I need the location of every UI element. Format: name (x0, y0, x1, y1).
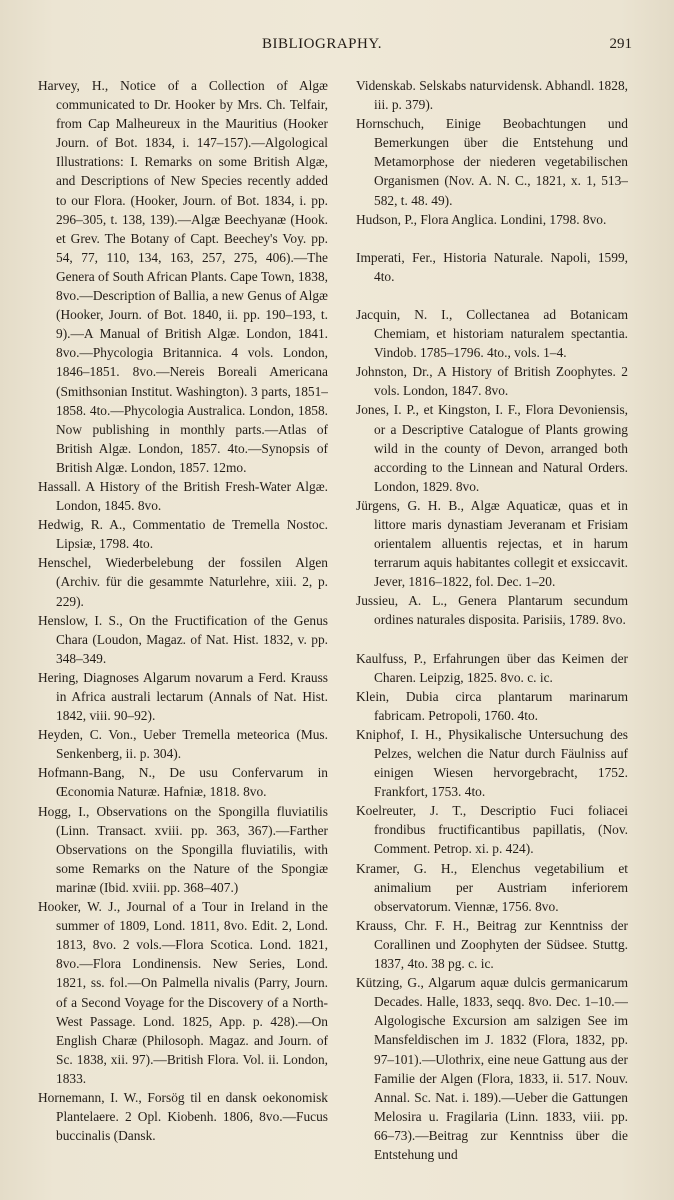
bibliography-entry (356, 114, 628, 209)
page-header (0, 36, 674, 58)
running-head: BIBLIOGRAPHY. (262, 36, 382, 52)
bibliography-entry (356, 76, 628, 114)
entry-text: Hornschuch, Einige Beobachtungen und Bemerkungen über die Entstehung und Metamorphose der niederen vegetabilischen Organismen (Nov. A. N. C., 1821, x. 1, 513–582, t. 48. 49). (356, 116, 628, 208)
bibliography-entry (356, 687, 628, 725)
bibliography-entry (356, 859, 628, 916)
bibliography-entry (38, 611, 328, 668)
bibliography-entry (356, 305, 628, 362)
bibliography-entry (356, 210, 628, 229)
entry-text: Hogg, I., Observations on the Spongilla fluviatilis (Linn. Transact. xviii. pp. 363, 367).—Farther Observations on the Spongilla fluviatilis, with some Remarks on the Nature of the Spongiæ marinæ (Ibid. xviii. pp. 368–407.) (38, 803, 328, 895)
bibliography-entry (356, 591, 628, 629)
bibliography-entry (356, 496, 628, 591)
page-number: 291 (609, 36, 632, 52)
bibliography-entry (38, 802, 328, 897)
bibliography-entry (356, 649, 628, 687)
bibliography-entry (356, 400, 628, 495)
entry-text: Klein, Dubia circa plantarum marinarum fabricam. Petropoli, 1760. 4to. (356, 688, 628, 723)
entry-text: Hering, Diagnoses Algarum novarum a Ferd. Krauss in Africa australi lectarum (Annals of Nat. Hist. 1842, viii. 90–92). (38, 669, 328, 724)
bibliography-entry (356, 248, 628, 286)
entry-text: Heyden, C. Von., Ueber Tremella meteorica (Mus. Senkenberg, ii. p. 304). (38, 727, 328, 762)
entry-text: Johnston, Dr., A History of British Zoophytes. 2 vols. London, 1847. 8vo. (356, 364, 628, 399)
entry-text: Kniphof, I. H., Physikalische Untersuchung des Pelzes, welchen die Natur durch Fäulniss auf einigen Wiesen hervorgebracht, 1752. Frankfort, 1753. 4to. (356, 726, 628, 800)
entry-text: Hornemann, I. W., Forsög til en dansk oekonomisk Plantelaere. 2 Opl. Kiobenh. 1806, 8vo.—Fucus buccinalis (Dansk. (38, 1089, 328, 1144)
bibliography-entry (38, 553, 328, 610)
entry-text: Videnskab. Selskabs naturvidensk. Abhandl. 1828, iii. p. 379). (356, 78, 628, 113)
bibliography-entry (38, 515, 328, 553)
entry-text: Hofmann-Bang, N., De usu Confervarum in Œconomia Naturæ. Hafniæ, 1818. 8vo. (38, 765, 328, 800)
bibliography-entry (38, 76, 328, 477)
right-column (356, 76, 628, 1166)
entry-text: Harvey, H., Notice of a Collection of Algæ communicated to Dr. Hooker by Mrs. Ch. Telfair, from Cap Malheureux in the Mauritius (Hooker Journ. of Bot. 1834, i. 147–157).—Algological Illustrations: I. Remarks on some British Algæ, and Descriptions of New Species recently added to our Flora. (Hooker, Journ. of Bot. 1834, i. pp. 296–305, t. 138, 139).—Algæ Beechyanæ (Hook. et Grev. The Botany of Capt. Beechey's Voy. pp. 54, 77, 110, 134, 163, 257, 275, 406).—The Genera of South African Plants. Cape Town, 1838, 8vo.—Description of Ballia, a new Genus of Algæ (Hooker, Journ. of Bot. 1840, ii. pp. 190–193, t. 9).—A Manual of British Algæ. London, 1841. 8vo.—Phycologia Britannica. 4 vols. London, 1846–1851. 8vo.—Nereis Boreali Americana (Smithsonian Institut. Washington). 3 parts, 1851–1858. 4to.—Phycologia Australica. London, 1858. Now publishing in monthly parts.—Atlas of British Algæ. London, 1857. 4to.—Synopsis of British Algæ. London, 1857. 12mo. (38, 78, 328, 475)
bibliography-entry (356, 973, 628, 1164)
left-column (38, 76, 328, 1166)
entry-text: Henschel, Wiederbelebung der fossilen Algen (Archiv. für die gesammte Naturlehre, xiii. 2, p. 229). (38, 555, 328, 609)
entry-text: Hudson, P., Flora Anglica. Londini, 1798. 8vo. (356, 211, 607, 227)
entry-text: Kützing, G., Algarum aquæ dulcis germanicarum Decades. Halle, 1833, seqq. 8vo. Dec. 1–10.—Algologische Excursion am salzigen See im Mansfeldischen im J. 1832 (Flora, 1832, pp. 97–101).—Ulothrix, eine neue Gattung aus der Familie der Algen (Flora, 1833, ii. 517. Nouv. Annal. Sc. Nat. i. 189).—Ueber die Gattungen Melosira u. Fragilaria (Linn. 1833, viii. pp. 66–73).—Beitrag zur Kenntniss über die Entstehung und (356, 975, 628, 1162)
bibliography-entry (356, 725, 628, 801)
entry-text: Koelreuter, J. T., Descriptio Fuci foliacei frondibus fructificantibus papillatis, (Nov. Comment. Petrop. xi. p. 424). (356, 803, 628, 857)
entry-text: Jussieu, A. L., Genera Plantarum secundum ordines naturales disposita. Parisiis, 1789. 8vo. (356, 593, 628, 628)
entry-text: Hooker, W. J., Journal of a Tour in Ireland in the summer of 1809, Lond. 1811, 8vo. Edit. 2, Lond. 1813, 8vo. 2 vols.—Flora Scotica. Lond. 1821, 8vo.—Flora Londinensis. New Series, Lond. 1821, ss. fol.—On Palmella nivalis (Parry, Journ. of a Second Voyage for the Discovery of a North-West Passage. Lond. 1825, App. p. 428).—On English Charæ (Philosoph. Magaz. and Journ. of Sc. 1838, xii. 97).—British Flora. Vol. ii. London, 1833. (38, 899, 328, 1086)
bibliography-entry (38, 725, 328, 763)
entry-text: Kaulfuss, P., Erfahrungen über das Keimen der Charen. Leipzig, 1825. 8vo. c. ic. (356, 650, 628, 685)
entry-text: Kramer, G. H., Elenchus vegetabilium et animalium per Austriam inferiorem observatorum. Viennæ, 1756. 8vo. (356, 860, 628, 914)
bibliography-entry (38, 477, 328, 515)
bibliography-entry (38, 897, 328, 1088)
entry-text: Hedwig, R. A., Commentatio de Tremella Nostoc. Lipsiæ, 1798. 4to. (38, 517, 328, 552)
bibliography-entry (38, 1088, 328, 1145)
entry-text: Hassall. A History of the British Fresh-Water Algæ. London, 1845. 8vo. (38, 478, 328, 514)
bibliography-entry (38, 668, 328, 725)
entry-text: Henslow, I. S., On the Fructification of the Genus Chara (Loudon, Magaz. of Nat. Hist. 1832, v. pp. 348–349. (38, 612, 328, 666)
entry-text: Jürgens, G. H. B., Algæ Aquaticæ, quas et in littore maris dynastiam Jeveranam et Frisiam orientalem alluentis rejectas, et in harum terrarum aquis habitantes collegit et exsiccavit. Jever, 1816–1822, fol. Dec. 1–20. (356, 497, 628, 590)
entry-text: Jacquin, N. I., Collectanea ad Botanicam Chemiam, et historiam naturalem spectantia. Vindob. 1785–1796. 4to., vols. 1–4. (356, 306, 628, 361)
entry-text: Krauss, Chr. F. H., Beitrag zur Kenntniss der Corallinen und Zoophyten der Südsee. Stuttg. 1837, 4to. 38 pg. c. ic. (356, 917, 628, 972)
entry-text: Imperati, Fer., Historia Naturale. Napoli, 1599, 4to. (356, 249, 628, 284)
bibliography-entry (38, 763, 328, 801)
bibliography-entry (356, 362, 628, 400)
entry-text: Jones, I. P., et Kingston, I. F., Flora Devoniensis, or a Descriptive Catalogue of Plants growing wild in the county of Devon, arranged both according to the Linnean and Natural Orders. London, 1829. 8vo. (356, 402, 628, 494)
bibliography-entry (356, 916, 628, 973)
bibliography-entry (356, 801, 628, 858)
